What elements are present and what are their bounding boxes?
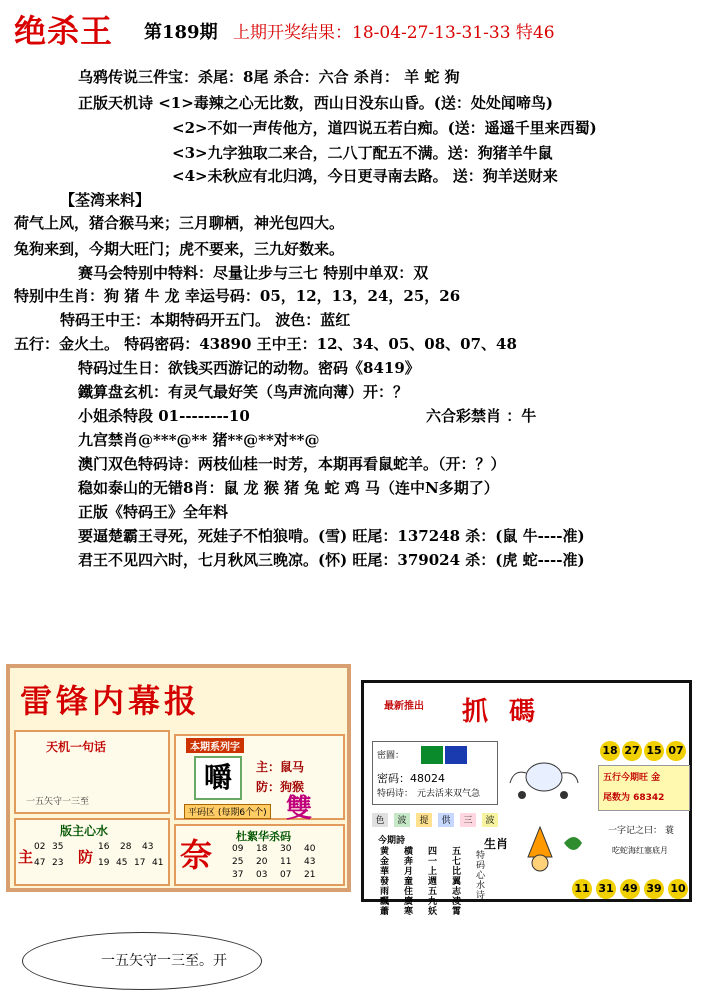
tail-text: 尾数为 68342: [603, 793, 665, 803]
right-poster-title: 抓 碼: [462, 697, 542, 727]
kill-num: 37: [232, 870, 244, 880]
kill-box: [174, 824, 345, 886]
logo-icon: [445, 746, 467, 764]
kill-num: 09: [232, 844, 244, 854]
main-num: 41: [152, 858, 164, 868]
left-poster: [6, 664, 351, 892]
text-line: 九宫禁肖@***@** 猪**@**对**@: [78, 431, 320, 449]
poem-column: 五七比翼志凌霄: [452, 847, 462, 917]
kill-num: 21: [304, 870, 316, 880]
sky-sub: 一五矢守一三至: [26, 797, 90, 807]
wuxing-box: [598, 765, 690, 811]
number-ball: 31: [596, 879, 616, 899]
secret-box: [372, 741, 498, 805]
main-num: 43: [142, 842, 154, 852]
text-line: 兔狗来到，今期大旺门；虎不要来，三九好数来。: [14, 240, 345, 258]
number-ball: 11: [572, 879, 592, 899]
text-line: 正版《特码王》全年料: [78, 503, 229, 521]
kill-num: 43: [304, 857, 316, 867]
logo-icon: [421, 746, 443, 764]
today-label: 今期詩: [378, 836, 406, 846]
text-line: <2>不如一声传他方，道四说五若白痴。(送：遥遥千里来西蜀): [172, 119, 597, 137]
kill-num: 18: [256, 844, 268, 854]
main-char: 主: [18, 848, 34, 866]
number-ball: 39: [644, 879, 664, 899]
kill-num: 20: [256, 857, 268, 867]
number-ball: 27: [622, 741, 642, 761]
poem: 元去活来双气急: [417, 789, 481, 799]
main-num: 47: [34, 858, 46, 868]
main-num: 45: [116, 858, 128, 868]
main-num: 02: [34, 842, 46, 852]
page-title: 绝杀王: [14, 12, 114, 50]
text-line: 要逼楚霸王寻死，死娃子不怕狼啃。(雪) 旺尾：137248 杀：(鼠 牛----准): [78, 527, 585, 545]
note-2: 吃蛇海红塞底月: [612, 846, 668, 855]
text-line: 荷气上风，猪合猴马来；三月聊栖，神光包四大。: [14, 214, 345, 232]
cloud-text: 一五矢守一三至。开: [101, 953, 227, 969]
section-heading: 【荃湾来料】: [60, 191, 151, 209]
text-line: 正版天机诗 <1>毒辣之心无比数，西山日没东山昏。(送：处处闻啼鸟): [78, 94, 553, 112]
ping-label-text: 平码区: [188, 808, 216, 818]
current-box: [174, 734, 345, 824]
color-tag: 波: [394, 813, 410, 827]
poem-column: 黄金華發雨飄蕭: [380, 847, 390, 917]
sky-label: 天机一句话: [46, 740, 107, 754]
note-value: 蓑: [664, 826, 674, 836]
guard-char: 防: [78, 848, 94, 866]
text-line: 特别中生肖：狗 猪 牛 龙 幸运号码：05，12，13，24，25，26: [14, 287, 461, 305]
big-char: 雙: [286, 794, 313, 824]
issue-number: 第189期: [144, 22, 218, 43]
text-line: 鐵算盘玄机：有灵气最好笑（鸟声流向薄）开：？: [78, 383, 409, 401]
text-line: <3>九字独取二来合，二八丁配五不满。送：狗猪羊牛鼠: [172, 144, 553, 162]
kill-num: 07: [280, 870, 292, 880]
poem-column: 四一上週五九妖: [428, 847, 438, 917]
wizard-icon: [520, 823, 590, 873]
text-line: 乌鸦传说三件宝：杀尾：8尾 杀合：六合 杀肖： 羊 蛇 狗: [78, 68, 460, 86]
color-tag: 色: [372, 813, 388, 827]
zodiac-label: 生肖: [484, 837, 509, 851]
secret-code: 密码：48024: [377, 772, 445, 785]
kill-num: 40: [304, 844, 316, 854]
text-line: 特码过生日：欲钱买西游记的动物。密码《8419》: [78, 359, 420, 377]
zodiac-text: 特码心水诗: [476, 851, 486, 901]
number-ball: 10: [668, 879, 688, 899]
main-box: [14, 818, 170, 886]
current-label: 本期系列字: [186, 738, 244, 753]
right-poster: [361, 680, 692, 917]
kill-num: 11: [280, 857, 292, 867]
note-label-text: 一字记之曰：: [608, 826, 663, 836]
big-char-2: 奈: [180, 836, 213, 874]
poem-column: 横奔月童住廣寒: [404, 847, 414, 917]
main-num: 28: [120, 842, 132, 852]
color-tag: 供: [438, 813, 454, 827]
text-line: <4>未秋应有北归鸿，今日更寻南去路。 送：狗羊送财来: [172, 167, 558, 185]
text-line: 稳如泰山的无错8肖：鼠 龙 猴 猪 兔 蛇 鸡 马（连中N多期了）: [78, 479, 499, 497]
current-char: 嚼: [194, 756, 242, 800]
kill-num: 25: [232, 857, 244, 867]
wuxing-text: 五行今期旺 金: [603, 773, 661, 783]
text-line: 君王不见四六时，七月秋风三晚凉。(怀) 旺尾：379024 杀：(虎 蛇----准): [78, 551, 585, 569]
sky-box: [14, 730, 170, 814]
number-ball: 18: [600, 741, 620, 761]
text-line: 六合彩禁肖 ：牛: [426, 407, 537, 425]
zodiac-guard: 防：狗猴: [256, 780, 305, 794]
new-label: 最新推出: [384, 701, 424, 712]
main-num: 17: [134, 858, 146, 868]
last-result: 上期开奖结果：18-04-27-13-31-33 特46: [233, 23, 555, 43]
text-line: 特码王中王：本期特码开五门。 波色：蓝红: [60, 311, 351, 329]
kill-num: 30: [280, 844, 292, 854]
color-tag: 提: [416, 813, 432, 827]
main-label: 版主心水: [60, 824, 109, 838]
number-ball: 49: [620, 879, 640, 899]
left-poster-title: 雷锋内幕报: [20, 682, 201, 720]
main-num: 35: [52, 842, 64, 852]
text-line: 小姐杀特段 01--------10: [78, 407, 250, 425]
main-num: 19: [98, 858, 110, 868]
main-num: 16: [98, 842, 110, 852]
color-tag: 波: [482, 813, 498, 827]
secret-label: 密圖：: [377, 751, 405, 761]
text-line: 五行：金火土。 特码密码：43890 王中王：12、34、05、08、07、48: [14, 335, 517, 353]
ping-label: [184, 804, 271, 819]
zodiac-main: 主：鼠马: [256, 760, 305, 774]
main-num: 23: [52, 858, 64, 868]
color-tag: 三: [460, 813, 476, 827]
teapot-icon: [504, 743, 586, 803]
color-strip: [372, 811, 512, 829]
text-line: 赛马会特别中特料：尽量让步与三七 特别中单双：双: [78, 264, 429, 282]
number-ball: 07: [666, 741, 686, 761]
poem-label: 特码诗：: [377, 789, 414, 799]
kill-label: 杜絮华杀码: [236, 830, 291, 843]
ping-sub: (每期6个个): [217, 808, 267, 818]
number-ball: 15: [644, 741, 664, 761]
note-label: [608, 823, 674, 836]
cloud-bubble: [22, 932, 262, 990]
text-line: 澳门双色特码诗：两枝仙桂一时芳，本期再看鼠蛇羊。（开：？）: [78, 455, 506, 473]
kill-num: 03: [256, 870, 268, 880]
